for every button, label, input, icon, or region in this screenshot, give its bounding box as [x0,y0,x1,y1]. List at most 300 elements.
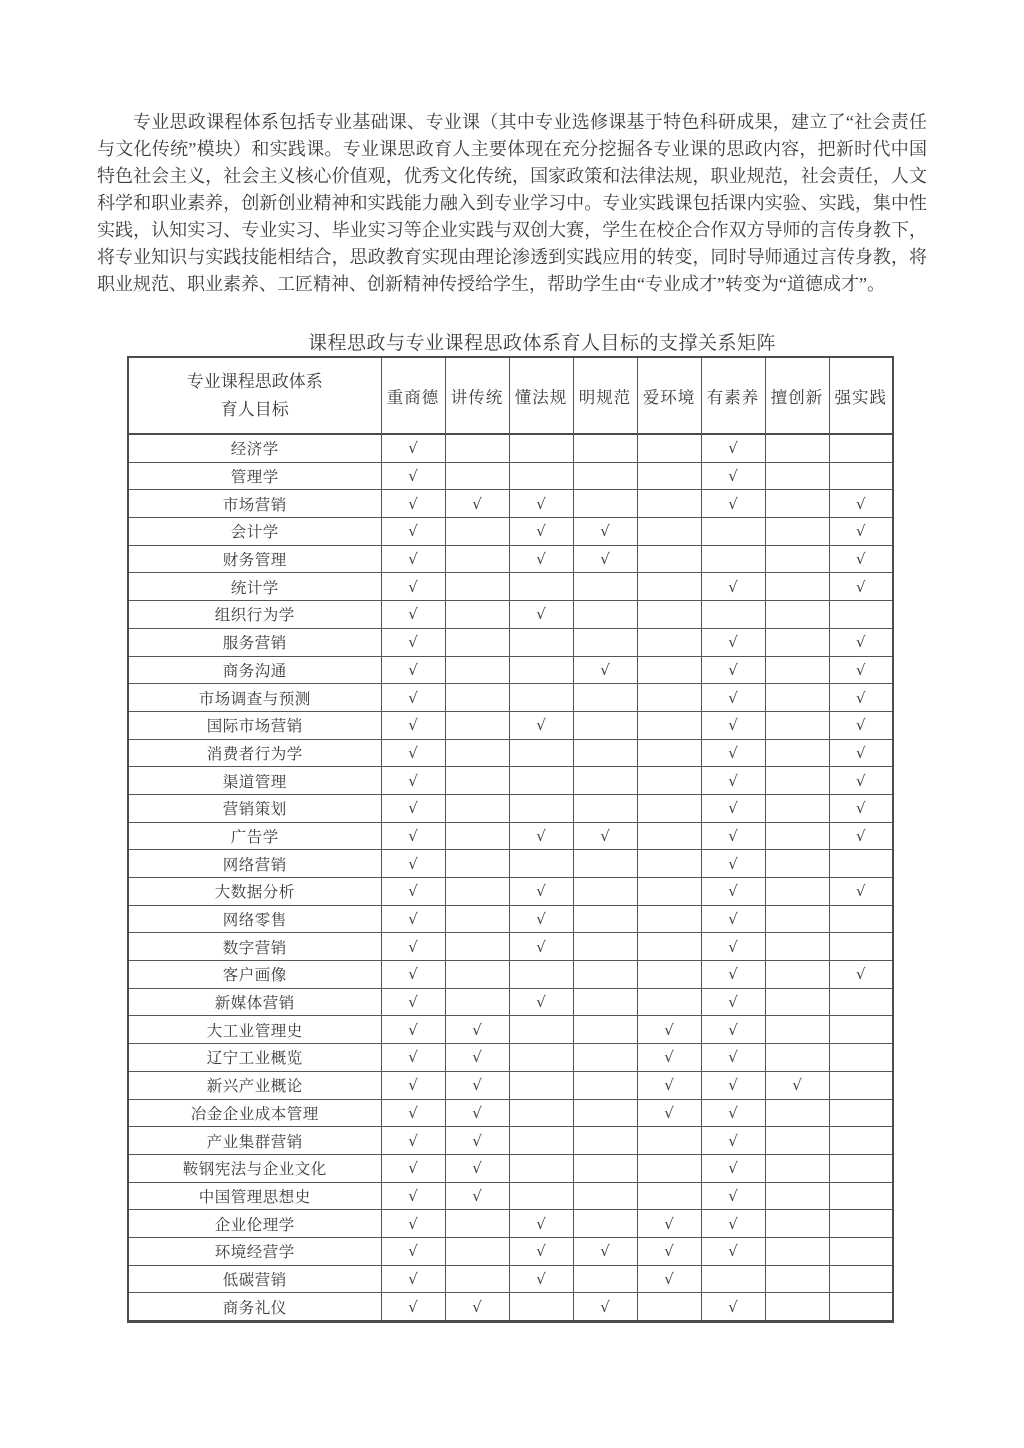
empty-cell [765,739,829,767]
check-mark-cell: √ [381,573,445,601]
course-name: 消费者行为学 [128,739,381,767]
empty-cell [573,767,637,795]
empty-cell [637,656,701,684]
empty-cell [445,1210,509,1238]
table-row [128,794,893,822]
course-name: 国际市场营销 [128,711,381,739]
table-row [128,573,893,601]
empty-cell [573,878,637,906]
table-title: 课程思政与专业课程思政体系育人目标的支撑关系矩阵 [307,333,776,354]
empty-cell [765,1182,829,1210]
empty-cell [509,434,573,462]
table-row [128,601,893,629]
check-mark-cell: √ [701,878,765,906]
course-name: 企业伦理学 [128,1210,381,1238]
support-matrix-table [127,356,894,1323]
check-mark-cell: √ [445,1071,509,1099]
check-mark-cell: √ [701,822,765,850]
check-mark-cell: √ [381,878,445,906]
check-mark-cell: √ [829,573,893,601]
empty-cell [765,545,829,573]
table-row [128,1099,893,1127]
empty-cell [637,933,701,961]
check-mark-cell: √ [829,684,893,712]
empty-cell [765,850,829,878]
empty-cell [445,739,509,767]
empty-cell [509,1099,573,1127]
course-name: 鞍钢宪法与企业文化 [128,1154,381,1182]
check-mark-cell: √ [701,961,765,989]
empty-cell [637,462,701,490]
check-mark-cell: √ [381,711,445,739]
course-name: 服务营销 [128,628,381,656]
empty-cell [445,573,509,601]
course-name: 会计学 [128,518,381,546]
check-mark-cell: √ [445,490,509,518]
empty-cell [445,988,509,1016]
check-mark-cell: √ [381,905,445,933]
empty-cell [445,767,509,795]
empty-cell [765,656,829,684]
check-mark-cell: √ [701,1293,765,1322]
empty-cell [637,1293,701,1322]
check-mark-cell: √ [381,1044,445,1072]
table-row [128,628,893,656]
check-mark-cell: √ [381,462,445,490]
table-row [128,656,893,684]
course-name: 环境经营学 [128,1237,381,1265]
course-name: 大工业管理史 [128,1016,381,1044]
check-mark-cell: √ [445,1293,509,1322]
check-mark-cell: √ [701,684,765,712]
empty-cell [829,1265,893,1293]
check-mark-cell: √ [445,1044,509,1072]
empty-cell [765,1127,829,1155]
empty-cell [573,1154,637,1182]
check-mark-cell: √ [701,1127,765,1155]
empty-cell [445,656,509,684]
empty-cell [637,601,701,629]
check-mark-cell: √ [381,794,445,822]
empty-cell [509,684,573,712]
check-mark-cell: √ [829,628,893,656]
empty-cell [637,490,701,518]
check-mark-cell: √ [381,1293,445,1322]
check-mark-cell: √ [381,1237,445,1265]
check-mark-cell: √ [701,739,765,767]
check-mark-cell: √ [637,1071,701,1099]
empty-cell [445,628,509,656]
check-mark-cell: √ [381,434,445,462]
check-mark-cell: √ [701,1044,765,1072]
empty-cell [829,1182,893,1210]
empty-cell [765,767,829,795]
empty-cell [573,1099,637,1127]
check-mark-cell: √ [701,850,765,878]
corner-header-line2: 育人目标 [220,399,289,419]
course-name: 财务管理 [128,545,381,573]
empty-cell [765,822,829,850]
empty-cell [765,1265,829,1293]
check-mark-cell: √ [381,850,445,878]
empty-cell [829,601,893,629]
course-name: 组织行为学 [128,601,381,629]
empty-cell [829,462,893,490]
course-name: 冶金企业成本管理 [128,1099,381,1127]
table-row [128,905,893,933]
check-mark-cell: √ [701,794,765,822]
empty-cell [573,573,637,601]
empty-cell [701,601,765,629]
check-mark-cell: √ [701,933,765,961]
course-name: 渠道管理 [128,767,381,795]
check-mark-cell: √ [445,1016,509,1044]
course-name: 网络零售 [128,905,381,933]
check-mark-cell: √ [381,1099,445,1127]
empty-cell [637,573,701,601]
check-mark-cell: √ [701,988,765,1016]
check-mark-cell: √ [701,434,765,462]
table-row [128,711,893,739]
table-row [128,1210,893,1238]
table-row [128,462,893,490]
empty-cell [765,434,829,462]
check-mark-cell: √ [701,656,765,684]
empty-cell [829,1071,893,1099]
empty-cell [509,1293,573,1322]
check-mark-cell: √ [381,545,445,573]
empty-cell [765,1044,829,1072]
course-name: 统计学 [128,573,381,601]
empty-cell [829,1016,893,1044]
empty-cell [637,878,701,906]
check-mark-cell: √ [509,822,573,850]
course-name: 管理学 [128,462,381,490]
check-mark-cell: √ [381,601,445,629]
course-name: 客户画像 [128,961,381,989]
empty-cell [509,656,573,684]
empty-cell [765,794,829,822]
corner-header [128,357,381,434]
empty-cell [509,573,573,601]
empty-cell [573,628,637,656]
empty-cell [765,1154,829,1182]
course-name: 低碳营销 [128,1265,381,1293]
check-mark-cell: √ [701,1237,765,1265]
table-row [128,822,893,850]
course-name: 广告学 [128,822,381,850]
check-mark-cell: √ [445,1182,509,1210]
empty-cell [765,711,829,739]
empty-cell [573,961,637,989]
empty-cell [765,1237,829,1265]
empty-cell [445,1265,509,1293]
empty-cell [637,711,701,739]
check-mark-cell: √ [381,628,445,656]
check-mark-cell: √ [829,518,893,546]
empty-cell [765,573,829,601]
course-name: 商务礼仪 [128,1293,381,1322]
check-mark-cell: √ [381,684,445,712]
table-row [128,767,893,795]
empty-cell [637,905,701,933]
check-mark-cell: √ [701,767,765,795]
table-row [128,1016,893,1044]
check-mark-cell: √ [381,988,445,1016]
check-mark-cell: √ [765,1071,829,1099]
empty-cell [829,1154,893,1182]
check-mark-cell: √ [637,1210,701,1238]
check-mark-cell: √ [573,545,637,573]
intro-paragraph: 专业思政课程体系包括专业基础课、专业课（其中专业选修课基于特色科研成果，建立了“社会责任与文化传统”模块）和实践课。专业课思政育人主要体现在充分挖掘各专业课的思政内容，把新时代中国特色社会主义，社会主义核心价值观，优秀文化传统，国家政策和法律法规，职业规范，社会责任，人文科学和职业素养，创新创业精神和实践能力融入到专业学习中。专业实践课包括课内实验、实践，集中性实践，认知实习、专业实习、毕业实习等企业实践与双创大赛，学生在校企合作双方导师的言传身教下，将专业知识与实践技能相结合，思政教育实现由理论渗透到实践应用的转变，同时导师通过言传身教，将职业规范、职业素养、工匠精神、创新精神传授给学生，帮助学生由“专业成才”转变为“道德成才”。 [97,112,927,294]
empty-cell [445,850,509,878]
check-mark-cell: √ [829,822,893,850]
check-mark-cell: √ [701,573,765,601]
empty-cell [509,1154,573,1182]
empty-cell [573,1265,637,1293]
check-mark-cell: √ [509,518,573,546]
empty-cell [509,1182,573,1210]
course-name: 市场营销 [128,490,381,518]
check-mark-cell: √ [701,1071,765,1099]
table-row [128,518,893,546]
empty-cell [637,545,701,573]
check-mark-cell: √ [829,739,893,767]
table-row [128,1182,893,1210]
check-mark-cell: √ [637,1099,701,1127]
check-mark-cell: √ [381,1210,445,1238]
course-name: 大数据分析 [128,878,381,906]
empty-cell [829,1127,893,1155]
check-mark-cell: √ [573,656,637,684]
empty-cell [637,961,701,989]
empty-cell [829,1293,893,1322]
check-mark-cell: √ [701,628,765,656]
check-mark-cell: √ [381,1154,445,1182]
check-mark-cell: √ [381,490,445,518]
course-name: 经济学 [128,434,381,462]
empty-cell [637,739,701,767]
check-mark-cell: √ [509,1237,573,1265]
check-mark-cell: √ [573,518,637,546]
empty-cell [765,905,829,933]
empty-cell [701,1265,765,1293]
table-row [128,545,893,573]
table-row [128,850,893,878]
check-mark-cell: √ [381,739,445,767]
empty-cell [765,961,829,989]
empty-cell [765,601,829,629]
empty-cell [445,933,509,961]
empty-cell [509,1044,573,1072]
check-mark-cell: √ [829,490,893,518]
empty-cell [509,739,573,767]
empty-cell [637,684,701,712]
empty-cell [445,601,509,629]
table-row [128,961,893,989]
empty-cell [765,1293,829,1322]
check-mark-cell: √ [445,1127,509,1155]
check-mark-cell: √ [381,961,445,989]
check-mark-cell: √ [509,711,573,739]
empty-cell [445,434,509,462]
empty-cell [829,1210,893,1238]
empty-cell [765,628,829,656]
empty-cell [445,961,509,989]
empty-cell [765,518,829,546]
empty-cell [637,988,701,1016]
empty-cell [765,1210,829,1238]
table-row [128,933,893,961]
empty-cell [509,767,573,795]
check-mark-cell: √ [573,822,637,850]
empty-cell [701,545,765,573]
course-name: 新兴产业概论 [128,1071,381,1099]
goal-header: 懂法规 [509,357,573,434]
course-name: 产业集群营销 [128,1127,381,1155]
goal-header: 重商德 [381,357,445,434]
check-mark-cell: √ [381,933,445,961]
corner-header-line1: 专业课程思政体系 [186,371,323,391]
empty-cell [445,462,509,490]
check-mark-cell: √ [381,656,445,684]
check-mark-cell: √ [381,518,445,546]
empty-cell [829,988,893,1016]
empty-cell [829,905,893,933]
empty-cell [573,1127,637,1155]
table-row [128,878,893,906]
check-mark-cell: √ [381,1016,445,1044]
empty-cell [509,1127,573,1155]
empty-cell [573,850,637,878]
empty-cell [765,462,829,490]
empty-cell [445,545,509,573]
course-name: 商务沟通 [128,656,381,684]
table-row [128,1237,893,1265]
empty-cell [701,518,765,546]
check-mark-cell: √ [701,1154,765,1182]
check-mark-cell: √ [637,1237,701,1265]
empty-cell [573,434,637,462]
empty-cell [573,1210,637,1238]
empty-cell [765,490,829,518]
check-mark-cell: √ [701,1016,765,1044]
check-mark-cell: √ [381,767,445,795]
empty-cell [765,684,829,712]
table-row [128,1154,893,1182]
table-row [128,1127,893,1155]
empty-cell [573,462,637,490]
table-row [128,1071,893,1099]
goal-header: 擅创新 [765,357,829,434]
check-mark-cell: √ [701,1099,765,1127]
check-mark-cell: √ [701,490,765,518]
empty-cell [765,1016,829,1044]
empty-cell [445,518,509,546]
empty-cell [829,1099,893,1127]
empty-cell [573,684,637,712]
table-row [128,490,893,518]
goal-header: 强实践 [829,357,893,434]
course-name: 新媒体营销 [128,988,381,1016]
check-mark-cell: √ [637,1044,701,1072]
course-name: 辽宁工业概览 [128,1044,381,1072]
empty-cell [509,628,573,656]
empty-cell [573,1016,637,1044]
check-mark-cell: √ [637,1016,701,1044]
check-mark-cell: √ [509,601,573,629]
empty-cell [509,794,573,822]
empty-cell [829,1237,893,1265]
check-mark-cell: √ [701,1210,765,1238]
empty-cell [445,878,509,906]
empty-cell [637,850,701,878]
check-mark-cell: √ [509,933,573,961]
empty-cell [445,822,509,850]
goal-header: 有素养 [701,357,765,434]
empty-cell [509,462,573,490]
empty-cell [573,1182,637,1210]
empty-cell [829,850,893,878]
check-mark-cell: √ [509,490,573,518]
check-mark-cell: √ [573,1237,637,1265]
empty-cell [637,767,701,795]
empty-cell [829,1044,893,1072]
matrix-body [128,434,893,1322]
empty-cell [573,1044,637,1072]
check-mark-cell: √ [829,878,893,906]
check-mark-cell: √ [381,822,445,850]
empty-cell [765,933,829,961]
check-mark-cell: √ [829,656,893,684]
empty-cell [573,905,637,933]
check-mark-cell: √ [573,1293,637,1322]
check-mark-cell: √ [829,794,893,822]
empty-cell [445,1237,509,1265]
header-row [128,357,893,434]
empty-cell [637,1154,701,1182]
check-mark-cell: √ [701,462,765,490]
check-mark-cell: √ [509,988,573,1016]
empty-cell [637,794,701,822]
check-mark-cell: √ [701,905,765,933]
empty-cell [573,711,637,739]
empty-cell [573,933,637,961]
empty-cell [829,933,893,961]
course-name: 网络营销 [128,850,381,878]
empty-cell [637,518,701,546]
course-name: 中国管理思想史 [128,1182,381,1210]
check-mark-cell: √ [829,545,893,573]
empty-cell [509,1071,573,1099]
empty-cell [573,1071,637,1099]
check-mark-cell: √ [381,1071,445,1099]
empty-cell [765,878,829,906]
empty-cell [445,905,509,933]
check-mark-cell: √ [829,711,893,739]
empty-cell [829,434,893,462]
empty-cell [445,684,509,712]
course-name: 市场调查与预测 [128,684,381,712]
goal-header: 爱环境 [637,357,701,434]
check-mark-cell: √ [829,961,893,989]
empty-cell [573,739,637,767]
check-mark-cell: √ [509,1265,573,1293]
empty-cell [637,1127,701,1155]
check-mark-cell: √ [637,1265,701,1293]
check-mark-cell: √ [381,1182,445,1210]
empty-cell [573,490,637,518]
